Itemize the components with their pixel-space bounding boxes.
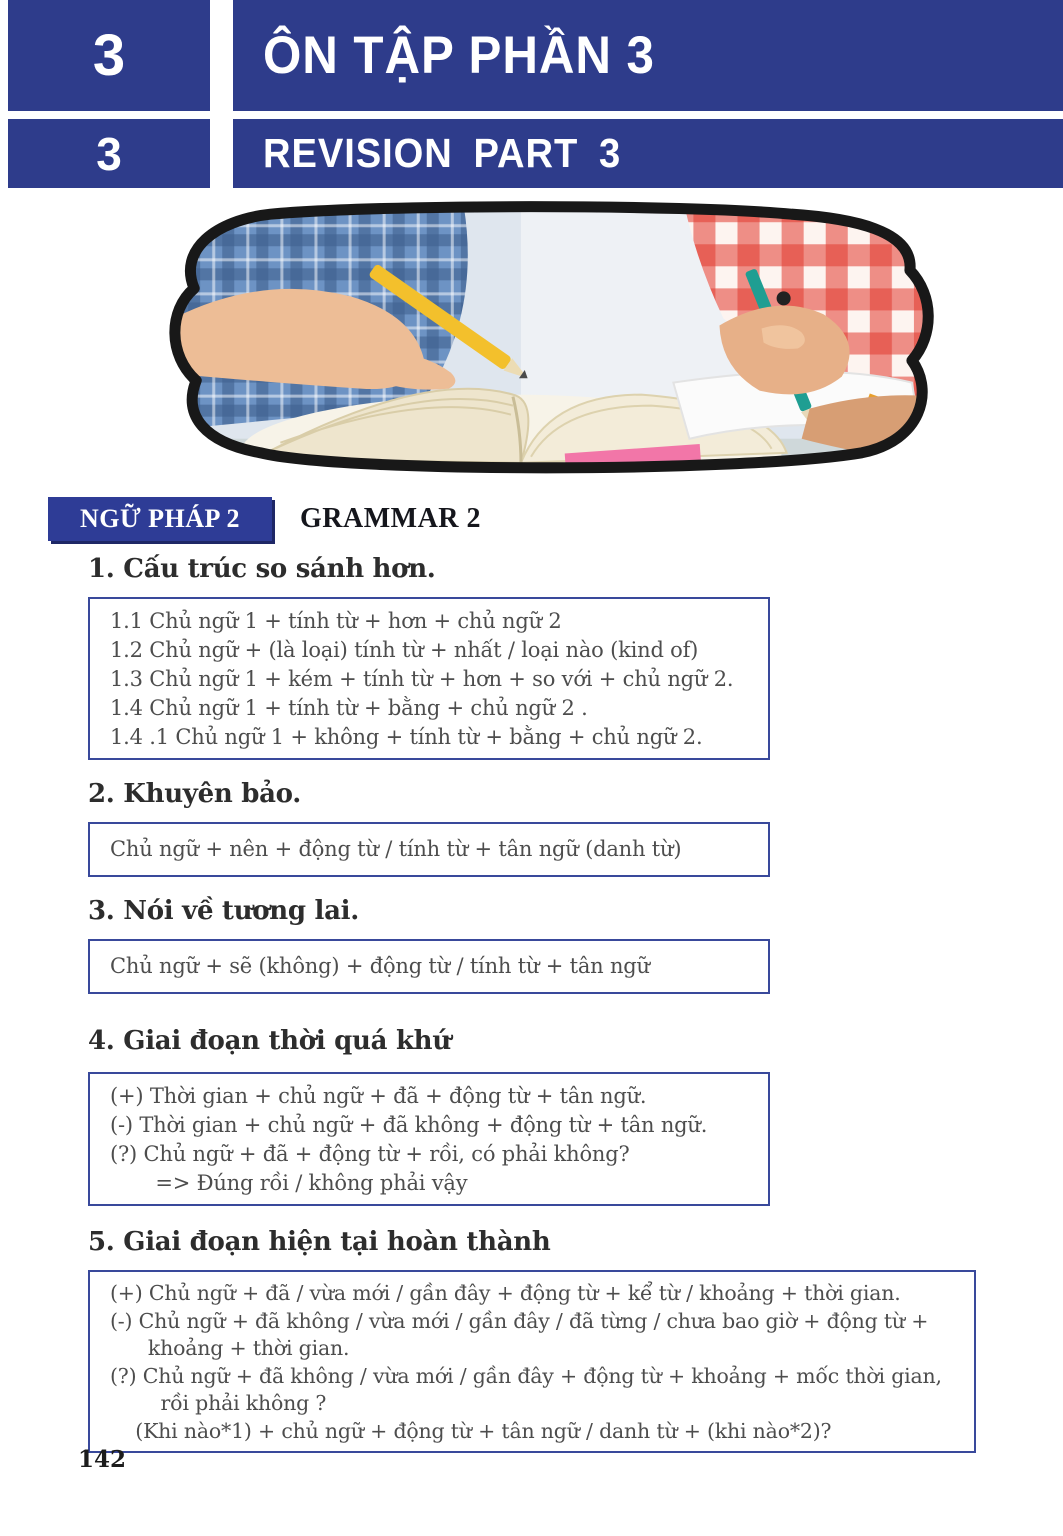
rule-line: => Đúng rồi / không phải vậy	[110, 1171, 468, 1195]
rule-line: (?) Chủ ngữ + đã không / vừa mới / gần đây + động từ + khoảng + mốc thời gian,	[110, 1363, 942, 1388]
rule-line: (-) Thời gian + chủ ngữ + đã không + động từ + tân ngữ.	[110, 1113, 708, 1137]
section-label-en	[300, 497, 481, 541]
grammar-section	[88, 1024, 1063, 1206]
rule-line: khoảng + thời gian.	[110, 1336, 350, 1360]
students-studying-photo	[120, 200, 942, 486]
rule-line: rồi phải không ?	[110, 1391, 327, 1415]
chapter-title-vi-text: ÔN TẬP PHẦN 3	[263, 26, 655, 85]
section-label-vi-text: NGỮ PHÁP 2	[79, 504, 241, 533]
rule-line: (+) Chủ ngữ + đã / vừa mới / gần đây + động từ + kể từ / khoảng + thời gian.	[110, 1281, 901, 1305]
rule-box	[88, 1072, 770, 1206]
chapter-title-en-text: REVISION PART 3	[263, 130, 622, 176]
sections	[88, 552, 1063, 1453]
rule-line: 1.2 Chủ ngữ + (là loại) tính từ + nhất / loại nào (kind of)	[110, 638, 699, 662]
rule-line: 1.3 Chủ ngữ 1 + kém + tính từ + hơn + so với + chủ ngữ 2.	[110, 667, 734, 691]
section-heading: 1. Cấu trúc so sánh hơn.	[88, 554, 436, 584]
rule-line: Chủ ngữ + sẽ (không) + động từ / tính từ + tân ngữ	[110, 954, 650, 978]
chapter-number-en-text: 3	[96, 127, 122, 180]
section-heading: 5. Giai đoạn hiện tại hoàn thành	[88, 1227, 551, 1257]
chapter-number-en	[8, 119, 210, 188]
section-heading: 2. Khuyên bảo.	[88, 779, 301, 809]
chapter-number-text: 3	[92, 23, 126, 88]
rule-box	[88, 822, 770, 877]
chapter-title-vi	[233, 0, 1063, 111]
grammar-section	[88, 777, 1063, 877]
grammar-section	[88, 1225, 1063, 1453]
rule-line: 1.4 Chủ ngữ 1 + tính từ + bằng + chủ ngữ 2 .	[110, 696, 588, 720]
rule-line: 1.4 .1 Chủ ngữ 1 + không + tính từ + bằng + chủ ngữ 2.	[110, 725, 703, 749]
rule-line: (?) Chủ ngữ + đã + động từ + rồi, có phải không?	[110, 1142, 630, 1166]
rule-line: Chủ ngữ + nên + động từ / tính từ + tân ngữ (danh từ)	[110, 837, 682, 861]
section-label-en-text: GRAMMAR 2	[300, 503, 482, 534]
grammar-section	[88, 894, 1063, 994]
rule-line: (Khi nào*1) + chủ ngữ + động từ + tân ngữ / danh từ + (khi nào*2)?	[110, 1418, 832, 1443]
chapter-title-en	[233, 119, 1063, 188]
rule-box	[88, 939, 770, 994]
grammar-section	[88, 552, 1063, 760]
section-heading: 4. Giai đoạn thời quá khứ	[88, 1026, 451, 1056]
rule-box	[88, 1270, 976, 1453]
section-heading: 3. Nói về tương lai.	[88, 896, 359, 926]
rule-box	[88, 597, 770, 760]
chapter-number-vi	[8, 0, 210, 111]
section-label-vi	[48, 497, 272, 541]
rule-line: 1.1 Chủ ngữ 1 + tính từ + hơn + chủ ngữ 2	[110, 609, 562, 633]
rule-line: (+) Thời gian + chủ ngữ + đã + động từ + tân ngữ.	[110, 1084, 647, 1108]
rule-line: (-) Chủ ngữ + đã không / vừa mới / gần đây / đã từng / chưa bao giờ + động từ +	[110, 1308, 929, 1333]
page-number: 142	[78, 1446, 127, 1473]
